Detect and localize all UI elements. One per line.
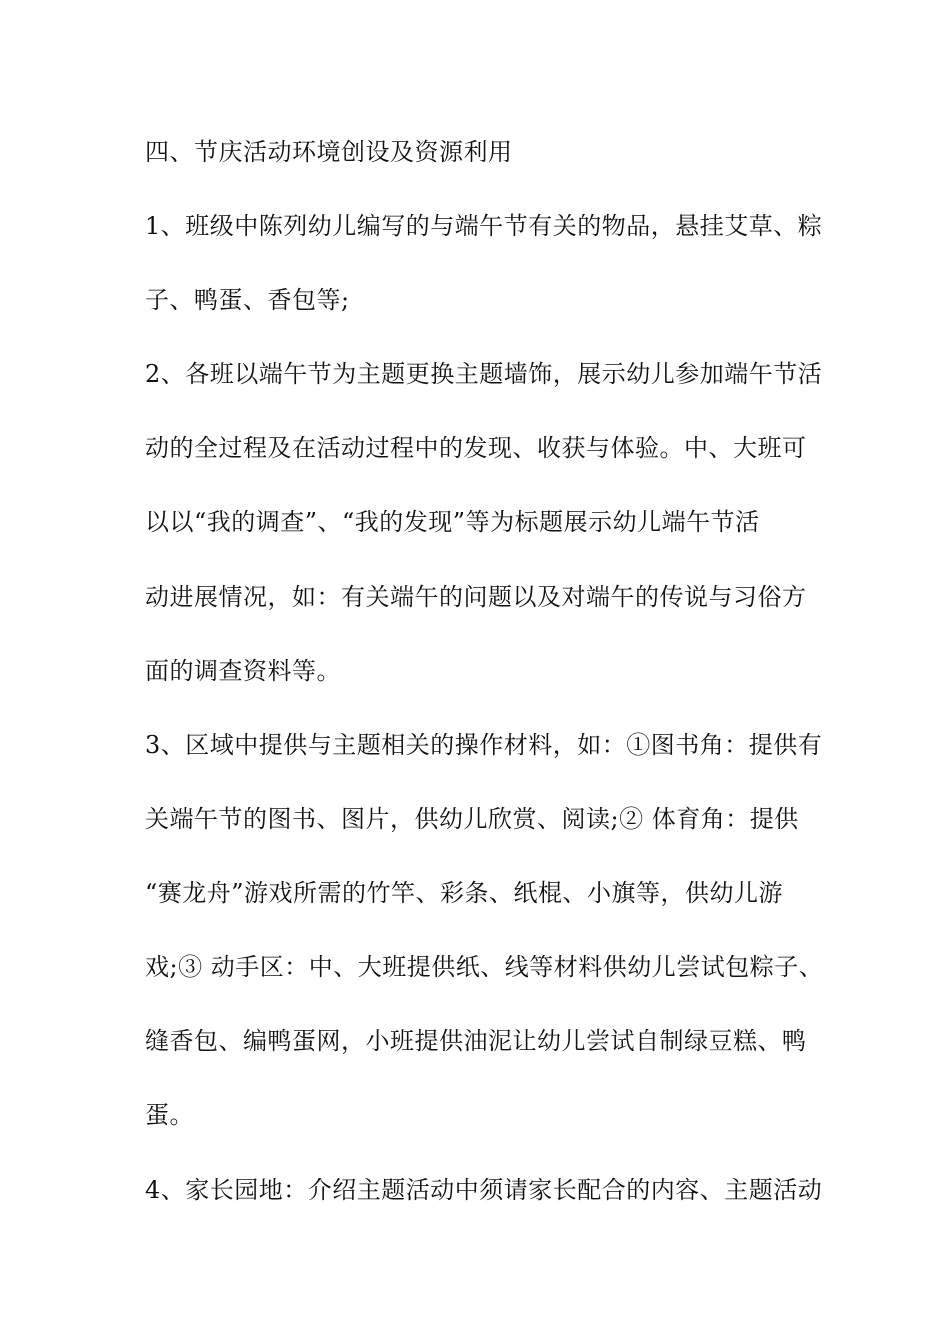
section-heading: 四、节庆活动环境创设及资源利用 [145, 138, 513, 166]
text-line: 4、家长园地：介绍主题活动中须请家长配合的内容、主题活动 [145, 1176, 823, 1204]
text-line: 3、区域中提供与主题相关的操作材料，如：①图书角：提供有 [145, 731, 823, 759]
text-line: 戏;③ 动手区：中、大班提供纸、线等材料供幼儿尝试包粽子、 [145, 953, 824, 981]
text-line: 1、班级中陈列幼儿编写的与端午节有关的物品，悬挂艾草、粽 [145, 212, 823, 240]
text-line: “赛龙舟”游戏所需的竹竿、彩条、纸棍、小旗等，供幼儿游 [145, 879, 784, 907]
text-line: 关端午节的图书、图片，供幼儿欣赏、阅读;② 体育角：提供 [145, 805, 799, 833]
text-line: 以以“我的调查”、“我的发现”等为标题展示幼儿端午节活 [145, 508, 760, 536]
text-line: 动的全过程及在活动过程中的发现、收获与体验。中、大班可 [145, 434, 807, 462]
text-line: 面的调查资料等。 [145, 657, 341, 685]
text-line: 动进展情况，如：有关端午的问题以及对端午的传说与习俗方 [145, 583, 807, 611]
text-line: 蛋。 [145, 1101, 194, 1129]
text-line: 子、鸭蛋、香包等; [145, 286, 350, 314]
text-line: 2、各班以端午节为主题更换主题墙饰，展示幼儿参加端午节活 [145, 360, 823, 388]
text-line: 缝香包、编鸭蛋网，小班提供油泥让幼儿尝试自制绿豆糕、鸭 [145, 1027, 807, 1055]
